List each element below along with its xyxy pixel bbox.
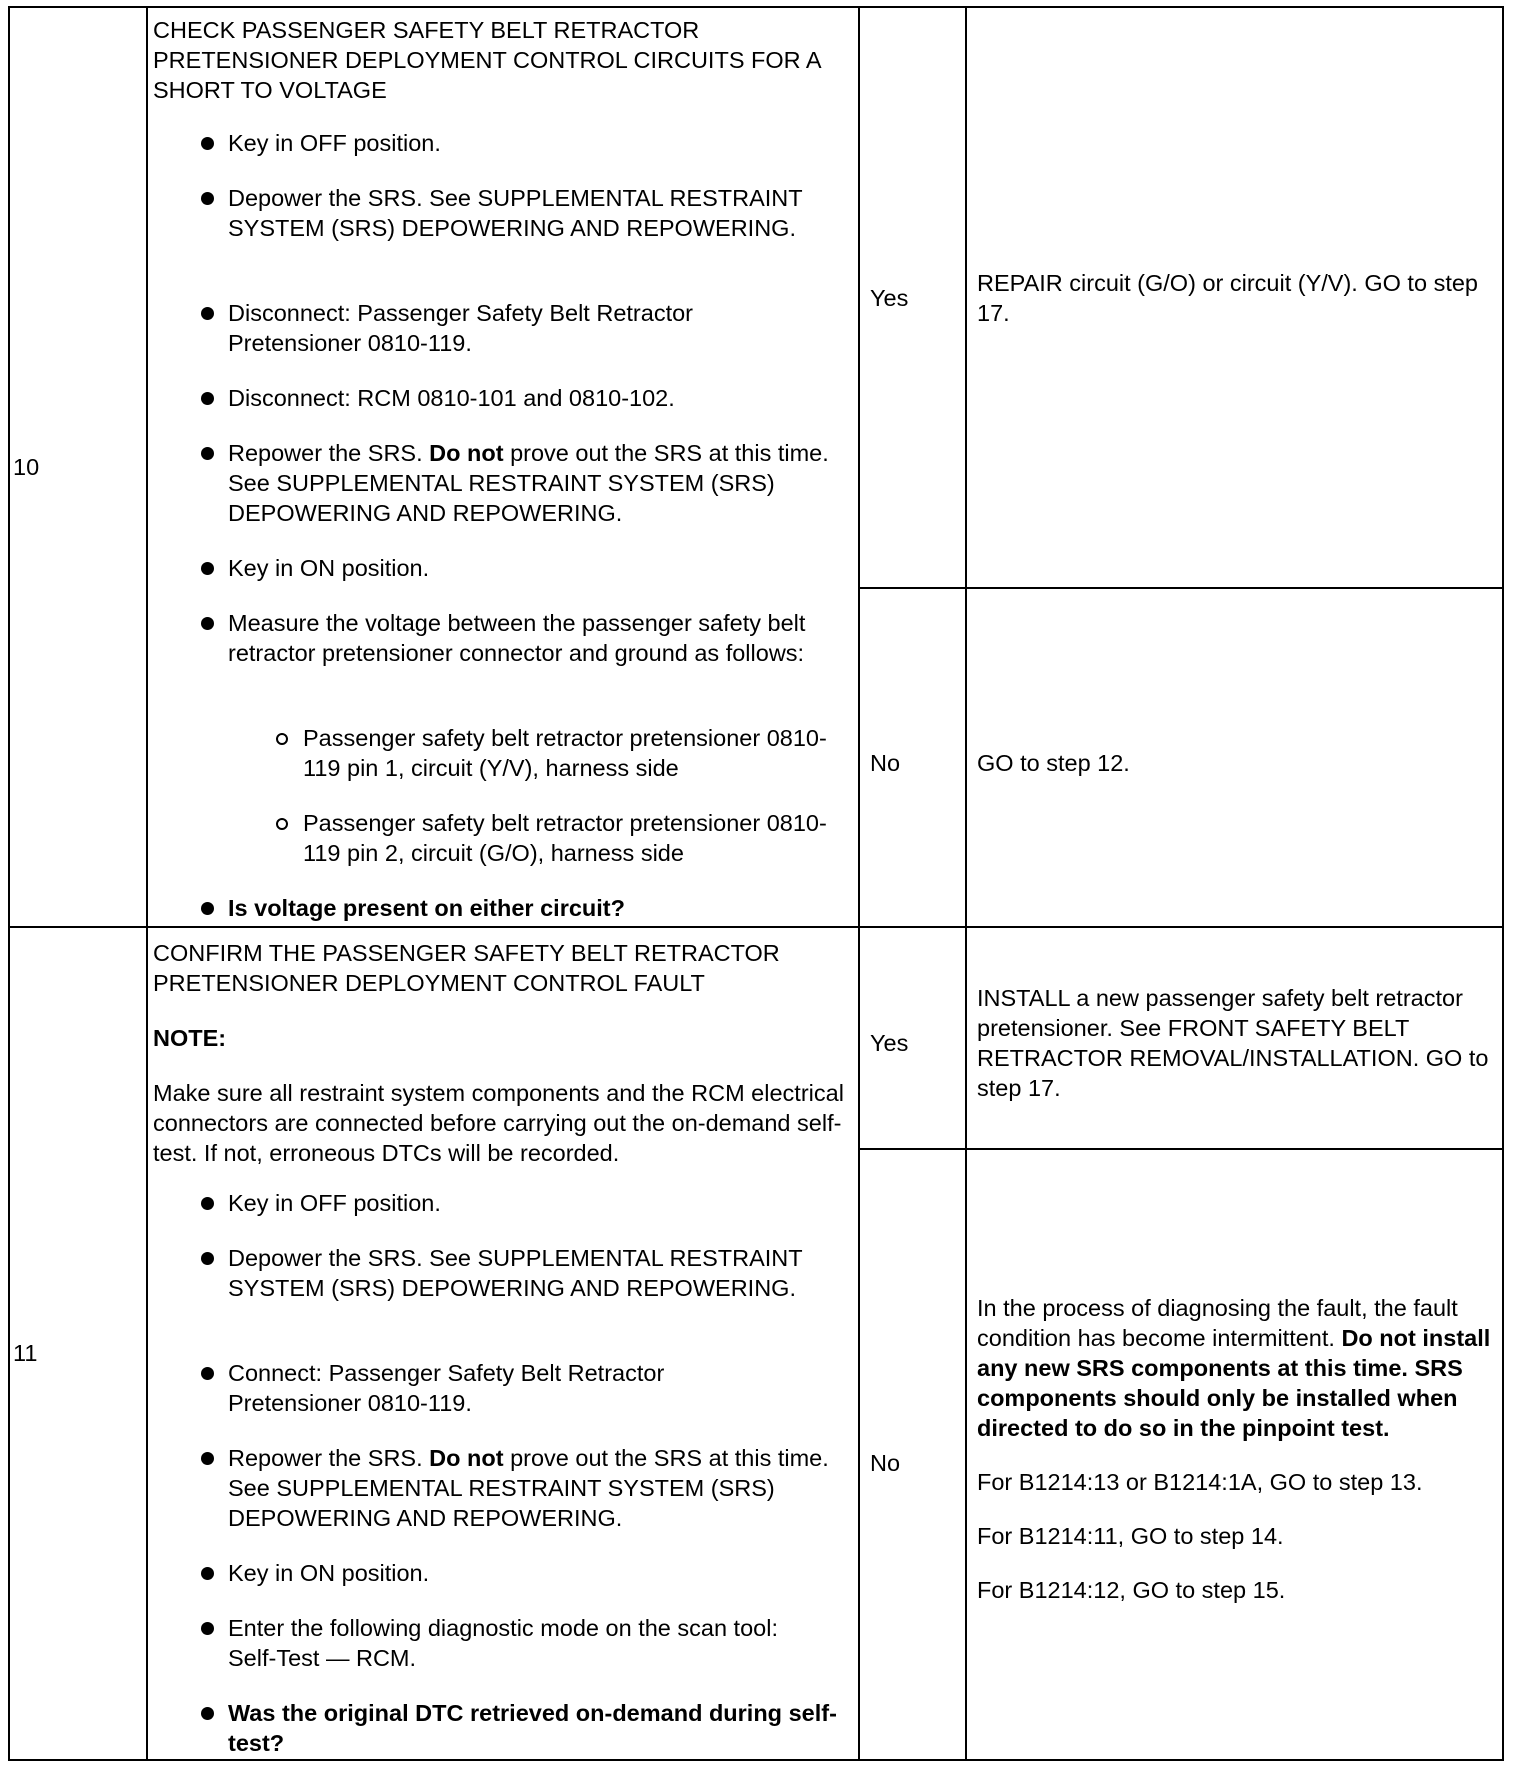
note-text: Make sure all restraint system components and the RCM electrical connectors are connected before carrying out the on-demand self-test. If not, erroneous DTCs will be recorded. [153, 1080, 844, 1166]
pinpoint-test-table [8, 6, 1504, 1761]
instruction-bullet: Key in ON position. [228, 553, 848, 583]
step-heading: CONFIRM THE PASSENGER SAFETY BELT RETRACTOR PRETENSIONER DEPLOYMENT CONTROL FAULT [153, 940, 780, 996]
instruction-text: prove out the SRS at this time. See SUPPLEMENTAL RESTRAINT SYSTEM (SRS) DEPOWERING AND REPOWERING. [228, 1445, 829, 1531]
instruction-bullet: Connect: Passenger Safety Belt Retractor Pretensioner 0810-119. [228, 1358, 758, 1418]
instruction-bullet: Disconnect: Passenger Safety Belt Retractor Pretensioner 0810-119. [228, 298, 788, 358]
instruction-bullet: Disconnect: RCM 0810-101 and 0810-102. [228, 383, 848, 413]
answer-divider [858, 1148, 1502, 1150]
instruction-bullet: Measure the voltage between the passenger safety belt retractor pretensioner connector and ground as follows: [228, 608, 818, 668]
answer-yes: Yes [870, 1030, 909, 1056]
instruction-text: Repower the SRS. [228, 440, 430, 466]
answer-no: No [870, 750, 901, 776]
action-no [977, 1293, 1502, 1629]
instruction-bullet: Enter the following diagnostic mode on the scan tool: Self-Test — RCM. [228, 1613, 828, 1673]
action-yes: REPAIR circuit (G/O) or circuit (Y/V). GO to step 17. [977, 270, 1478, 326]
answer-yes: Yes [870, 285, 909, 311]
note-label: NOTE: [153, 1025, 227, 1051]
instruction-bullet: Key in OFF position. [228, 128, 848, 158]
action-line: For B1214:12, GO to step 15. [977, 1577, 1286, 1603]
step-number: 11 [13, 1340, 38, 1366]
column-divider [965, 8, 967, 1759]
warning-text: Do not install any new SRS components at this time. SRS components should only be installed when directed to do so in the pinpoint test. [977, 1325, 1491, 1441]
action-yes: INSTALL a new passenger safety belt retractor pretensioner. See FRONT SAFETY BELT RETRACTOR REMOVAL/INSTALLATION. GO to step 17. [977, 985, 1489, 1101]
action-line: For B1214:13 or B1214:1A, GO to step 13. [977, 1469, 1423, 1495]
action-text: In the process of diagnosing the fault, the fault condition has become intermittent. [977, 1295, 1458, 1351]
emphasis-text: Do not [429, 1445, 504, 1471]
instruction-bullet: Key in OFF position. [228, 1188, 848, 1218]
sub-bullet: Passenger safety belt retractor pretensioner 0810-119 pin 2, circuit (G/O), harness side [303, 808, 843, 868]
instruction-bullet: Depower the SRS. See SUPPLEMENTAL RESTRAINT SYSTEM (SRS) DEPOWERING AND REPOWERING. [228, 183, 828, 243]
column-divider [858, 8, 860, 1759]
column-divider [146, 8, 148, 1759]
step-number: 10 [13, 454, 40, 480]
sub-bullet: Passenger safety belt retractor pretensioner 0810-119 pin 1, circuit (Y/V), harness side [303, 723, 843, 783]
action-line: For B1214:11, GO to step 14. [977, 1523, 1284, 1549]
instruction-text: Repower the SRS. [228, 1445, 430, 1471]
step-heading: CHECK PASSENGER SAFETY BELT RETRACTOR PRETENSIONER DEPLOYMENT CONTROL CIRCUITS FOR A SHORT TO VOLTAGE [153, 17, 821, 103]
answer-no: No [870, 1450, 901, 1476]
instruction-text: prove out the SRS at this time. See SUPPLEMENTAL RESTRAINT SYSTEM (SRS) DEPOWERING AND REPOWERING. [228, 440, 829, 526]
row-divider [10, 926, 1502, 928]
action-paragraph [977, 1293, 1502, 1443]
instruction-bullet [228, 1443, 848, 1533]
question-bullet: Was the original DTC retrieved on-demand during self-test? [228, 1700, 837, 1756]
instruction-bullet: Key in ON position. [228, 1558, 848, 1588]
action-no: GO to step 12. [977, 750, 1130, 776]
question-bullet: Is voltage present on either circuit? [228, 893, 848, 923]
instruction-bullet: Depower the SRS. See SUPPLEMENTAL RESTRAINT SYSTEM (SRS) DEPOWERING AND REPOWERING. [228, 1243, 828, 1303]
emphasis-text: Do not [429, 440, 504, 466]
answer-divider [858, 587, 1502, 589]
instruction-bullet [228, 438, 848, 528]
